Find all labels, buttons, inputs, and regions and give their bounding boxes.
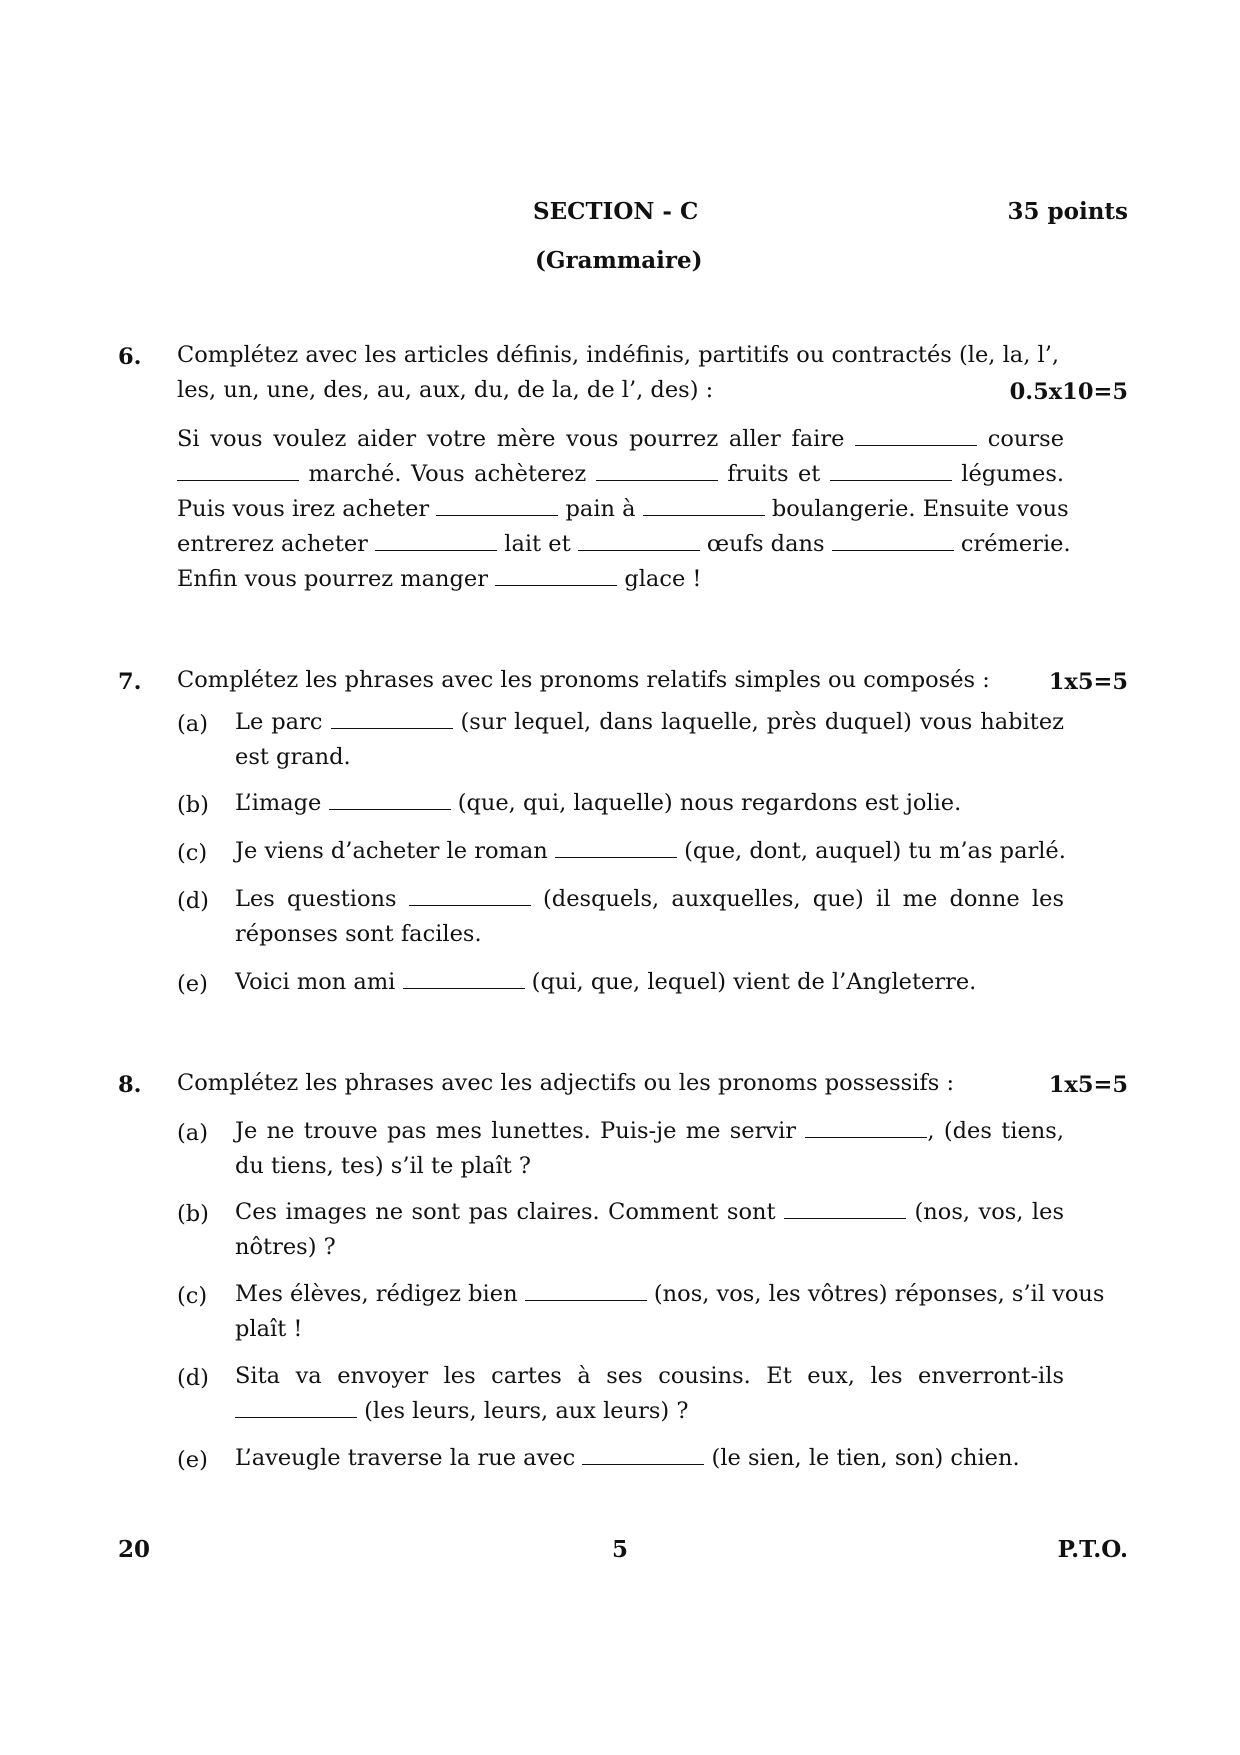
q7-marks: 1x5=5 bbox=[1048, 669, 1128, 695]
answer-blank[interactable] bbox=[578, 549, 700, 551]
q6-marks: 0.5x10=5 bbox=[1009, 379, 1128, 405]
q8-item-a: Je ne trouve pas mes lunettes. Puis-je me servir , (des tiens, bbox=[235, 1118, 1064, 1144]
answer-blank[interactable] bbox=[830, 479, 952, 481]
answer-blank[interactable] bbox=[596, 479, 718, 481]
answer-blank[interactable] bbox=[409, 904, 531, 906]
q6-passage-line: marché. Vous achèterez fruits et légumes. bbox=[177, 457, 1064, 492]
section-points: 35 points bbox=[1007, 198, 1128, 225]
answer-blank[interactable] bbox=[784, 1217, 906, 1219]
q7-item-label: (c) bbox=[177, 840, 208, 866]
q6-number: 6. bbox=[118, 344, 142, 370]
q8-item-c-cont: plaît ! bbox=[235, 1316, 303, 1342]
q8-item-d-cont: (les leurs, leurs, aux leurs) ? bbox=[235, 1394, 688, 1429]
q8-item-label: (d) bbox=[177, 1365, 209, 1391]
q6-passage-line: Enfin vous pourrez manger glace ! bbox=[177, 566, 702, 592]
q6-passage-line: Puis vous irez acheter pain à boulangerie. Ensuite vous bbox=[177, 496, 1069, 522]
q7-item-label: (a) bbox=[177, 711, 208, 737]
answer-blank[interactable] bbox=[805, 1136, 927, 1138]
q6-passage-line: entrerez acheter lait et œufs dans crémerie. bbox=[177, 531, 1071, 557]
answer-blank[interactable] bbox=[832, 549, 954, 551]
q7-item-a: Le parc (sur lequel, dans laquelle, près duquel) vous habitez bbox=[235, 709, 1064, 735]
q7-item-a-cont: est grand. bbox=[235, 744, 351, 770]
answer-blank[interactable] bbox=[855, 444, 977, 446]
answer-blank[interactable] bbox=[525, 1299, 647, 1301]
q8-item-label: (a) bbox=[177, 1120, 208, 1146]
pto-label: P.T.O. bbox=[1057, 1536, 1128, 1563]
q7-item-e: Voici mon ami (qui, que, lequel) vient de l’Angleterre. bbox=[235, 969, 977, 995]
q7-number: 7. bbox=[118, 669, 142, 695]
q8-item-b: Ces images ne sont pas claires. Comment sont (nos, vos, les bbox=[235, 1199, 1064, 1225]
q7-item-d-cont: réponses sont faciles. bbox=[235, 921, 482, 947]
q8-prompt: Complétez les phrases avec les adjectifs ou les pronoms possessifs : bbox=[177, 1070, 955, 1096]
q8-marks: 1x5=5 bbox=[1048, 1072, 1128, 1098]
answer-blank[interactable] bbox=[436, 514, 558, 516]
q8-item-e: L’aveugle traverse la rue avec (le sien, le tien, son) chien. bbox=[235, 1445, 1020, 1471]
q7-item-label: (b) bbox=[177, 792, 209, 818]
q7-item-c: Je viens d’acheter le roman (que, dont, auquel) tu m’as parlé. bbox=[235, 838, 1066, 864]
q7-prompt: Complétez les phrases avec les pronoms relatifs simples ou composés : bbox=[177, 667, 990, 693]
answer-blank[interactable] bbox=[495, 584, 617, 586]
q8-item-label: (c) bbox=[177, 1283, 208, 1309]
q8-item-a-cont: du tiens, tes) s’il te plaît ? bbox=[235, 1153, 531, 1179]
q8-item-label: (e) bbox=[177, 1447, 208, 1473]
q8-item-d: Sita va envoyer les cartes à ses cousins. Et eux, les enverront-ils bbox=[235, 1363, 1064, 1389]
q6-passage-line: Si vous voulez aider votre mère vous pourrez aller faire course bbox=[177, 426, 1065, 452]
answer-blank[interactable] bbox=[643, 514, 765, 516]
answer-blank[interactable] bbox=[331, 727, 453, 729]
page-number: 5 bbox=[612, 1536, 629, 1563]
q7-item-d: Les questions (desquels, auxquelles, que) il me donne les bbox=[235, 886, 1064, 912]
answer-blank[interactable] bbox=[329, 808, 451, 810]
answer-blank[interactable] bbox=[555, 856, 677, 858]
q8-item-b-cont: nôtres) ? bbox=[235, 1234, 336, 1260]
q7-item-label: (d) bbox=[177, 888, 209, 914]
answer-blank[interactable] bbox=[235, 1416, 357, 1418]
q8-item-label: (b) bbox=[177, 1201, 209, 1227]
footer-code: 20 bbox=[118, 1536, 151, 1563]
q6-prompt-line1: Complétez avec les articles définis, indéfinis, partitifs ou contractés (le, la, l’, bbox=[177, 342, 1059, 368]
answer-blank[interactable] bbox=[177, 479, 299, 481]
q8-item-c: Mes élèves, rédigez bien (nos, vos, les vôtres) réponses, s’il vous bbox=[235, 1281, 1105, 1307]
q8-number: 8. bbox=[118, 1072, 142, 1098]
answer-blank[interactable] bbox=[403, 987, 525, 989]
answer-blank[interactable] bbox=[375, 549, 497, 551]
q6-prompt-line2: les, un, une, des, au, aux, du, de la, de l’, des) : bbox=[177, 377, 714, 403]
q7-item-b: L’image (que, qui, laquelle) nous regardons est jolie. bbox=[235, 790, 962, 816]
answer-blank[interactable] bbox=[582, 1463, 704, 1465]
section-subtitle: (Grammaire) bbox=[535, 247, 703, 274]
section-title: SECTION - C bbox=[533, 198, 699, 225]
q7-item-label: (e) bbox=[177, 971, 208, 997]
